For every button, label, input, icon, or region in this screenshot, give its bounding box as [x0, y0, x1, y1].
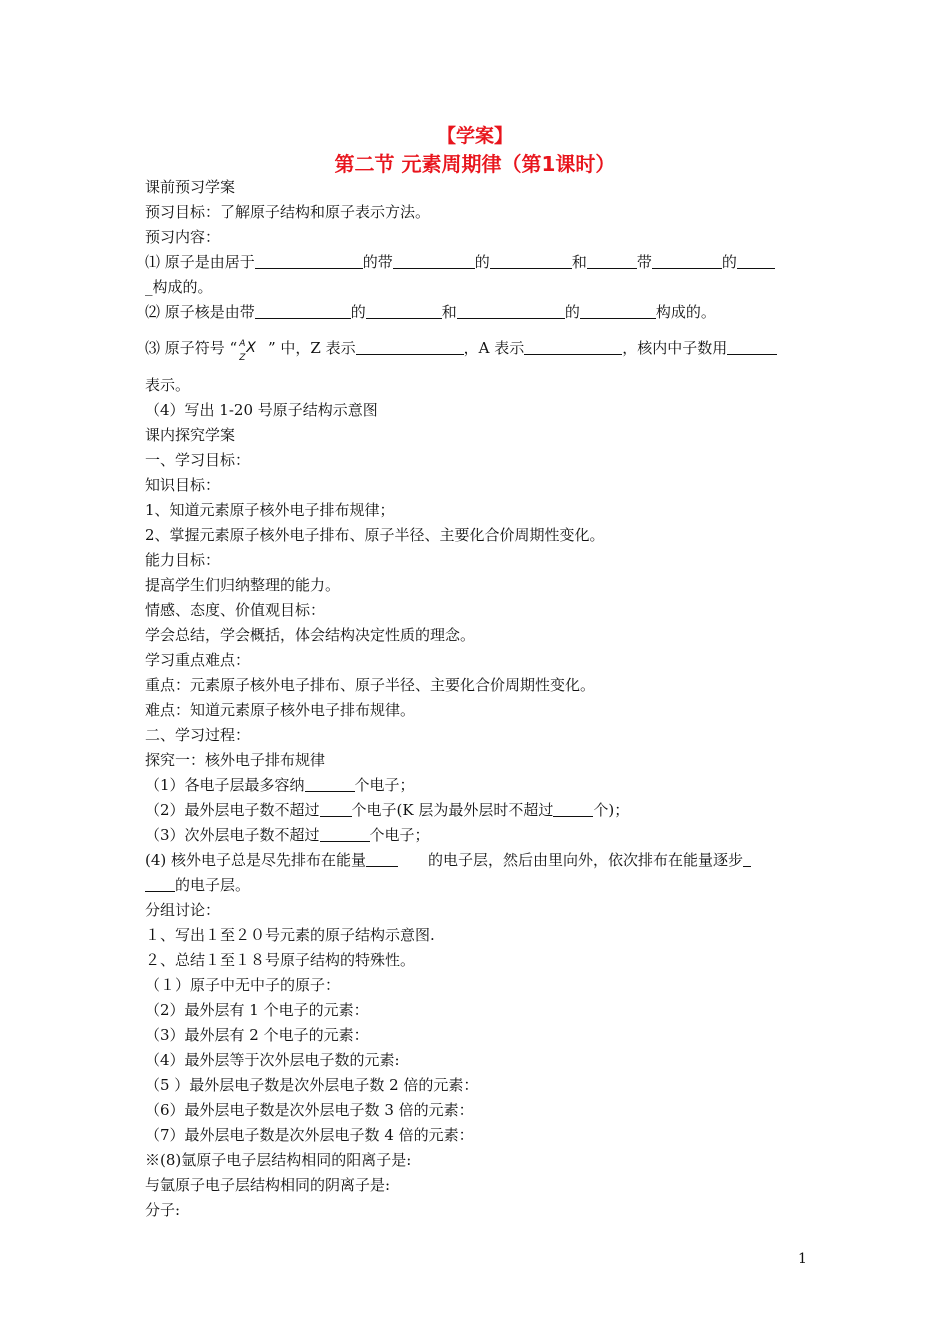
goals-heading: 一、学习目标：: [145, 451, 251, 469]
key-label: 学习重点难点：: [145, 651, 251, 669]
blank[interactable]: [145, 875, 175, 892]
special-8: ※(8)氩原子电子层结构相同的阳离子是:: [145, 1151, 412, 1169]
blank[interactable]: [727, 338, 777, 355]
preview-content-label: 预习内容：: [145, 228, 221, 246]
q3-text-2: ” 中，Z 表示: [263, 339, 356, 357]
lesson-heading: 课内探究学案: [145, 426, 236, 444]
group-task-1: １、写出１至２０号元素的原子结构示意图.: [145, 926, 435, 944]
blank[interactable]: [490, 252, 572, 269]
q1-text-6: 的: [721, 253, 737, 271]
q2-text-3: 和: [441, 303, 457, 321]
special-10: 分子:: [145, 1201, 181, 1219]
blank[interactable]: [255, 302, 351, 319]
atom-symbol: [237, 336, 263, 363]
q1-tail-blank: _: [145, 278, 153, 296]
q2-text-1: ⑵ 原子核是由带: [145, 303, 255, 321]
atomic-number: Z: [239, 353, 246, 363]
q2-text-2: 的: [350, 303, 366, 321]
q1-tail: 构成的。: [152, 278, 213, 296]
blank[interactable]: [320, 825, 370, 842]
preview-question-2: [145, 300, 716, 324]
preview-question-3: [145, 336, 777, 363]
q3-text-1: ⑶ 原子符号 “: [145, 339, 238, 357]
blank[interactable]: [366, 302, 442, 319]
element-symbol: X: [246, 340, 256, 356]
rule-2-mid: 个电子(K 层为最外层时不超过: [351, 801, 554, 819]
bracket-title: 【学案】: [436, 125, 513, 147]
rule-4: [145, 848, 751, 872]
special-1: （１）原子中无中子的原子：: [145, 976, 341, 994]
blank[interactable]: [255, 252, 363, 269]
special-7: （7）最外层电子数是次外层电子数 4 倍的元素：: [145, 1126, 474, 1144]
blank[interactable]: [553, 800, 593, 817]
blank[interactable]: [587, 252, 637, 269]
blank[interactable]: [524, 338, 622, 355]
knowledge-item-1: 1、知道元素原子核外电子排布规律；: [145, 501, 395, 519]
emotion-item-1: 学会总结，学会概括，体会结构决定性质的理念。: [145, 626, 476, 644]
special-9: 与氩原子电子层结构相同的阴离子是:: [145, 1176, 391, 1194]
page-number: 1: [798, 1251, 807, 1267]
special-6: （6）最外层电子数是次外层电子数 3 倍的元素：: [145, 1101, 474, 1119]
preview-question-4: （4）写出 1-20 号原子结构示意图: [145, 401, 378, 419]
q3-text-4: ，核内中子数用: [622, 339, 728, 357]
q1-text-4: 和: [571, 253, 587, 271]
ability-label: 能力目标：: [145, 551, 221, 569]
rule-1-text: （1）各电子层最多容纳: [145, 776, 305, 794]
rule-2-text: （2）最外层电子数不超过: [145, 801, 320, 819]
rule-2-tail: 个)；: [593, 801, 630, 819]
blank[interactable]: [457, 302, 565, 319]
special-3: （3）最外层有 2 个电子的元素：: [145, 1026, 369, 1044]
blank[interactable]: [737, 252, 775, 269]
mass-number: A: [239, 339, 246, 349]
group-task-2: ２、总结１至１８号原子结构的特殊性。: [145, 951, 416, 969]
rule-3: [145, 823, 430, 847]
preview-goal: 预习目标：了解原子结构和原子表示方法。: [145, 203, 431, 221]
explore-heading: 探究一：核外电子排布规律: [145, 751, 326, 769]
key-point: 重点：元素原子核外电子排布、原子半径、主要化合价周期性变化。: [145, 676, 596, 694]
special-5: （5 ）最外层电子数是次外层电子数 2 倍的元素：: [145, 1076, 479, 1094]
ability-item-1: 提高学生们归纳整理的能力。: [145, 576, 341, 594]
rule-1-tail: 个电子；: [354, 776, 415, 794]
rule-4-tail-line: [145, 873, 250, 897]
rule-3-text: （3）次外层电子数不超过: [145, 826, 320, 844]
blank[interactable]: [743, 850, 751, 867]
rule-4-tail: 的电子层。: [175, 876, 251, 894]
q1-text-3: 的: [474, 253, 490, 271]
preview-heading: 课前预习学案: [145, 178, 236, 196]
blank[interactable]: [580, 302, 656, 319]
knowledge-item-2: 2、掌握元素原子核外电子排布、原子半径、主要化合价周期性变化。: [145, 526, 605, 544]
q2-text-4: 的: [564, 303, 580, 321]
rule-4-text: (4) 核外电子总是尽先排布在能量: [145, 851, 367, 869]
rule-3-tail: 个电子；: [369, 826, 430, 844]
rule-2: [145, 798, 629, 822]
blank[interactable]: [320, 800, 352, 817]
special-4: （4）最外层等于次外层电子数的元素:: [145, 1051, 400, 1069]
emotion-label: 情感、态度、价值观目标：: [145, 601, 326, 619]
page-title: 第二节 元素周期律（第1课时）: [334, 152, 616, 176]
blank[interactable]: [366, 850, 398, 867]
q3-text-3: ，A 表示: [463, 339, 525, 357]
rule-1: [145, 773, 415, 797]
q2-text-5: 构成的。: [655, 303, 716, 321]
q1-text-5: 带: [636, 253, 652, 271]
preview-question-1-tail: [145, 275, 213, 299]
blank[interactable]: [393, 252, 475, 269]
preview-question-3-tail: 表示。: [145, 376, 191, 394]
knowledge-label: 知识目标：: [145, 476, 221, 494]
q1-text-2: 的带: [362, 253, 393, 271]
blank[interactable]: [305, 775, 355, 792]
blank[interactable]: [356, 338, 464, 355]
group-label: 分组讨论：: [145, 901, 221, 919]
difficult-point: 难点：知道元素原子核外电子排布规律。: [145, 701, 416, 719]
q1-text-1: ⑴ 原子是由居于: [145, 253, 255, 271]
preview-question-1: [145, 250, 775, 274]
blank[interactable]: [652, 252, 722, 269]
special-2: （2）最外层有 1 个电子的元素：: [145, 1001, 369, 1019]
rule-4-mid: 的电子层，然后由里向外，依次排布在能量逐步: [428, 851, 744, 869]
process-heading: 二、学习过程：: [145, 726, 251, 744]
